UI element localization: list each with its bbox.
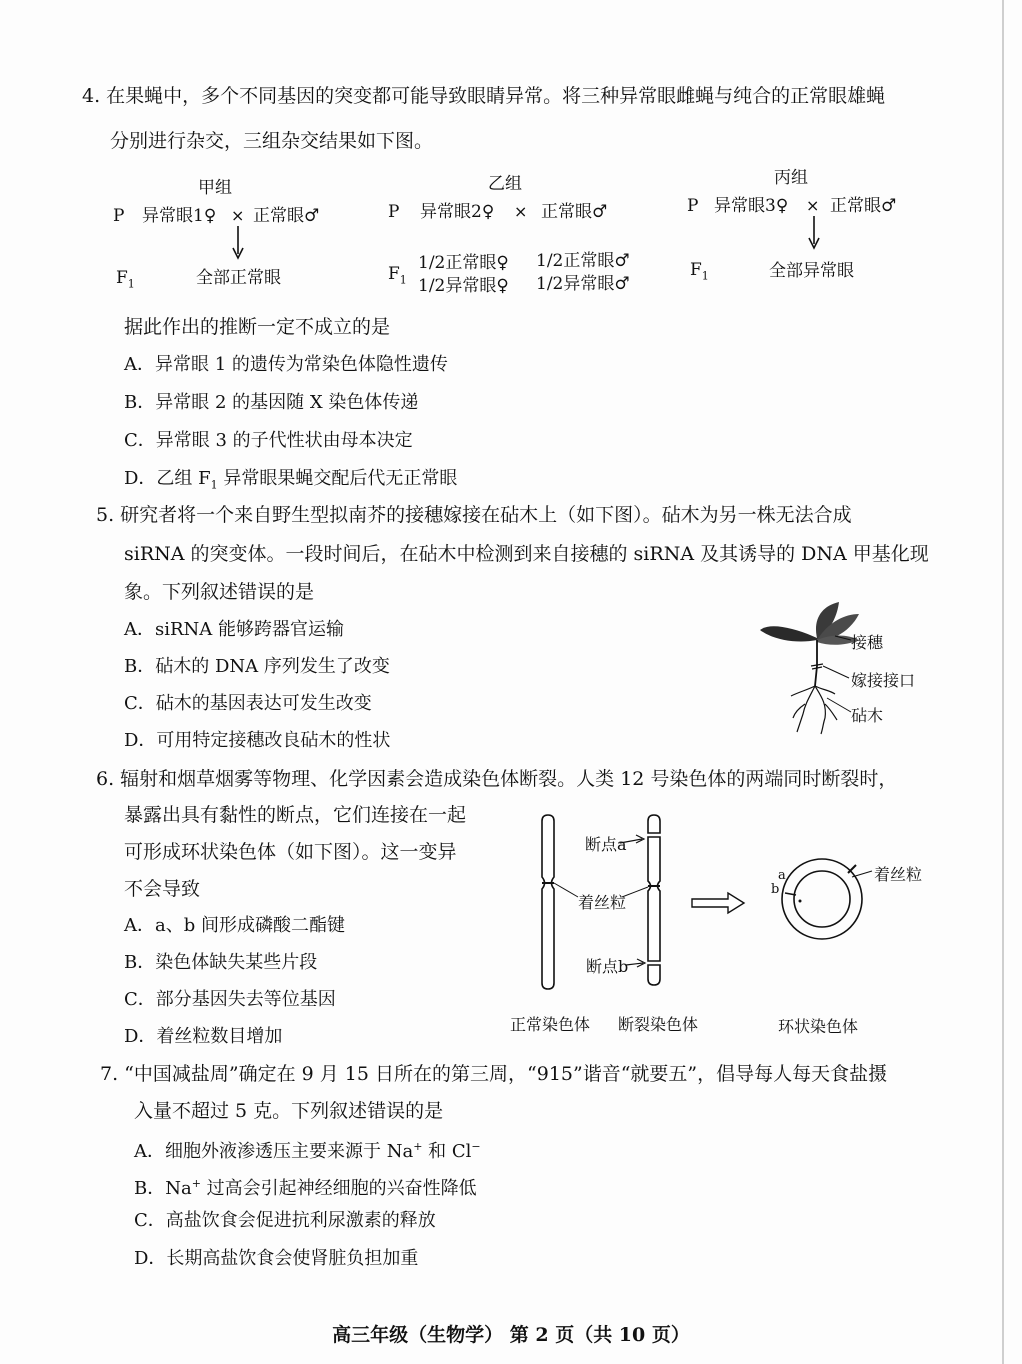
page-footer: 高三年级（生物学） 第 2 页（共 10 页） bbox=[332, 1324, 690, 1346]
q4-option-b: B．异常眼 2 的基因随 X 染色体传递 bbox=[124, 392, 419, 413]
group-bing-female: 异常眼3♀ bbox=[714, 196, 789, 216]
group-jia-title: 甲组 bbox=[198, 178, 232, 198]
q6-stem-line4: 不会导致 bbox=[124, 878, 201, 900]
label-break-b: 断点b bbox=[586, 957, 629, 976]
group-bing-arrow bbox=[806, 216, 822, 250]
ring-chromosome bbox=[782, 859, 872, 939]
graft-leader bbox=[823, 666, 849, 678]
q5-stem-line3: 象。下列叙述错误的是 bbox=[124, 581, 315, 603]
label-break-a: 断点a bbox=[585, 835, 627, 854]
q4-option-c: C．异常眼 3 的子代性状由母本决定 bbox=[124, 430, 413, 451]
q5-option-c: C．砧木的基因表达可发生改变 bbox=[124, 693, 372, 714]
group-yi-p: P bbox=[388, 202, 400, 222]
q4-option-a: A．异常眼 1 的遗传为常染色体隐性遗传 bbox=[124, 354, 448, 375]
q7-option-a: A．细胞外液渗透压主要来源于 Na+ 和 Cl− bbox=[134, 1140, 481, 1162]
q5-option-a: A．siRNA 能够跨器官运输 bbox=[124, 619, 345, 640]
group-bing-p: P bbox=[687, 196, 699, 216]
group-yi-male: 正常眼♂ bbox=[541, 202, 608, 222]
group-bing-f1: $F_1$ bbox=[690, 260, 709, 283]
group-jia-p: P bbox=[113, 206, 125, 226]
group-yi-result-3: 1/2异常眼♀ bbox=[418, 276, 509, 296]
label-broken-chromosome: 断裂染色体 bbox=[618, 1015, 699, 1034]
q6-option-c: C．部分基因失去等位基因 bbox=[124, 989, 336, 1010]
q7-option-b: B．Na+ 过高会引起神经细胞的兴奋性降低 bbox=[134, 1177, 477, 1199]
label-a: a bbox=[778, 868, 786, 883]
stock-roots bbox=[791, 686, 837, 734]
q6-option-b: B．染色体缺失某些片段 bbox=[124, 952, 318, 973]
q7-option-d: D．长期高盐饮食会使肾脏负担加重 bbox=[134, 1248, 419, 1269]
group-yi-result-4: 1/2异常眼♂ bbox=[536, 274, 630, 294]
group-yi-cross: × bbox=[514, 202, 528, 221]
group-bing-title: 丙组 bbox=[774, 168, 808, 188]
normal-chromosome bbox=[542, 815, 554, 989]
group-bing-result: 全部异常眼 bbox=[769, 261, 854, 281]
q5-stem-line2: siRNA 的突变体。一段时间后，在砧木中检测到来自接穗的 siRNA 及其诱导的 DNA 甲基化现 bbox=[124, 543, 929, 565]
label-ring-chromosome: 环状染色体 bbox=[778, 1017, 859, 1036]
q6-stem-line1: 6. 辐射和烟草烟雾等物理、化学因素会造成染色体断裂。人类 12 号染色体的两端同时断裂时， bbox=[96, 768, 898, 790]
q6-option-a: A．a、b 间形成磷酸二酯键 bbox=[124, 915, 345, 936]
q7-option-c: C．高盐饮食会促进抗利尿激素的释放 bbox=[134, 1210, 436, 1231]
group-jia-f1: $F_1$ bbox=[116, 268, 135, 291]
q6-stem-line3: 可形成环状染色体（如下图）。这一变异 bbox=[124, 841, 457, 863]
q6-stem-line2: 暴露出具有黏性的断点，它们连接在一起 bbox=[124, 804, 467, 826]
group-jia-result: 全部正常眼 bbox=[196, 268, 281, 288]
label-ring-centromere: 着丝粒 bbox=[874, 865, 923, 884]
group-jia-male: 正常眼♂ bbox=[253, 206, 320, 226]
label-normal-chromosome: 正常染色体 bbox=[510, 1015, 591, 1034]
group-yi-female: 异常眼2♀ bbox=[420, 202, 495, 222]
group-jia-cross: × bbox=[231, 206, 245, 225]
q5-option-b: B．砧木的 DNA 序列发生了改变 bbox=[124, 656, 390, 677]
group-jia-female: 异常眼1♀ bbox=[142, 206, 217, 226]
group-jia-arrow bbox=[230, 226, 246, 260]
group-yi-result-1: 1/2正常眼♀ bbox=[418, 253, 509, 273]
plant-stem bbox=[815, 640, 817, 686]
group-bing-cross: × bbox=[806, 196, 820, 215]
q5-stem-line1: 5. 研究者将一个来自野生型拟南芥的接穗嫁接在砧木上（如下图）。砧木为另一株无法合成 bbox=[96, 504, 852, 526]
group-yi-result-2: 1/2正常眼♂ bbox=[536, 251, 630, 271]
q4-stem-line2: 分别进行杂交，三组杂交结果如下图。 bbox=[110, 130, 434, 152]
q4-stem-line1: 4. 在果蝇中，多个不同基因的突变都可能导致眼睛异常。将三种异常眼雌蝇与纯合的正常眼雄蝇 bbox=[82, 85, 886, 107]
q5-option-d: D．可用特定接穗改良砧木的性状 bbox=[124, 730, 391, 751]
page-edge bbox=[1002, 0, 1004, 1364]
group-bing-male: 正常眼♂ bbox=[830, 196, 897, 216]
q4-question: 据此作出的推断一定不成立的是 bbox=[124, 316, 391, 338]
label-scion: 接穗 bbox=[851, 633, 884, 652]
label-centromere: 着丝粒 bbox=[578, 893, 627, 912]
q6-option-d: D．着丝粒数目增加 bbox=[124, 1026, 283, 1047]
transform-arrow bbox=[692, 893, 744, 913]
scion-leaf-left bbox=[760, 626, 817, 641]
group-yi-title: 乙组 bbox=[488, 174, 522, 194]
q4-option-d: D．乙组 $F_1$ 异常眼果蝇交配后代无正常眼 bbox=[124, 468, 458, 492]
q7-stem-line1: 7. “中国减盐周”确定在 9 月 15 日所在的第三周，“915”谐音“就要五”，倡导每人每天食盐摄 bbox=[100, 1063, 888, 1085]
q7-stem-line2: 入量不超过 5 克。下列叙述错误的是 bbox=[134, 1100, 444, 1122]
label-graft: 嫁接接口 bbox=[851, 671, 916, 690]
label-b: b bbox=[771, 882, 780, 897]
group-yi-f1: $F_1$ bbox=[388, 264, 407, 287]
label-stock: 砧木 bbox=[851, 706, 884, 725]
